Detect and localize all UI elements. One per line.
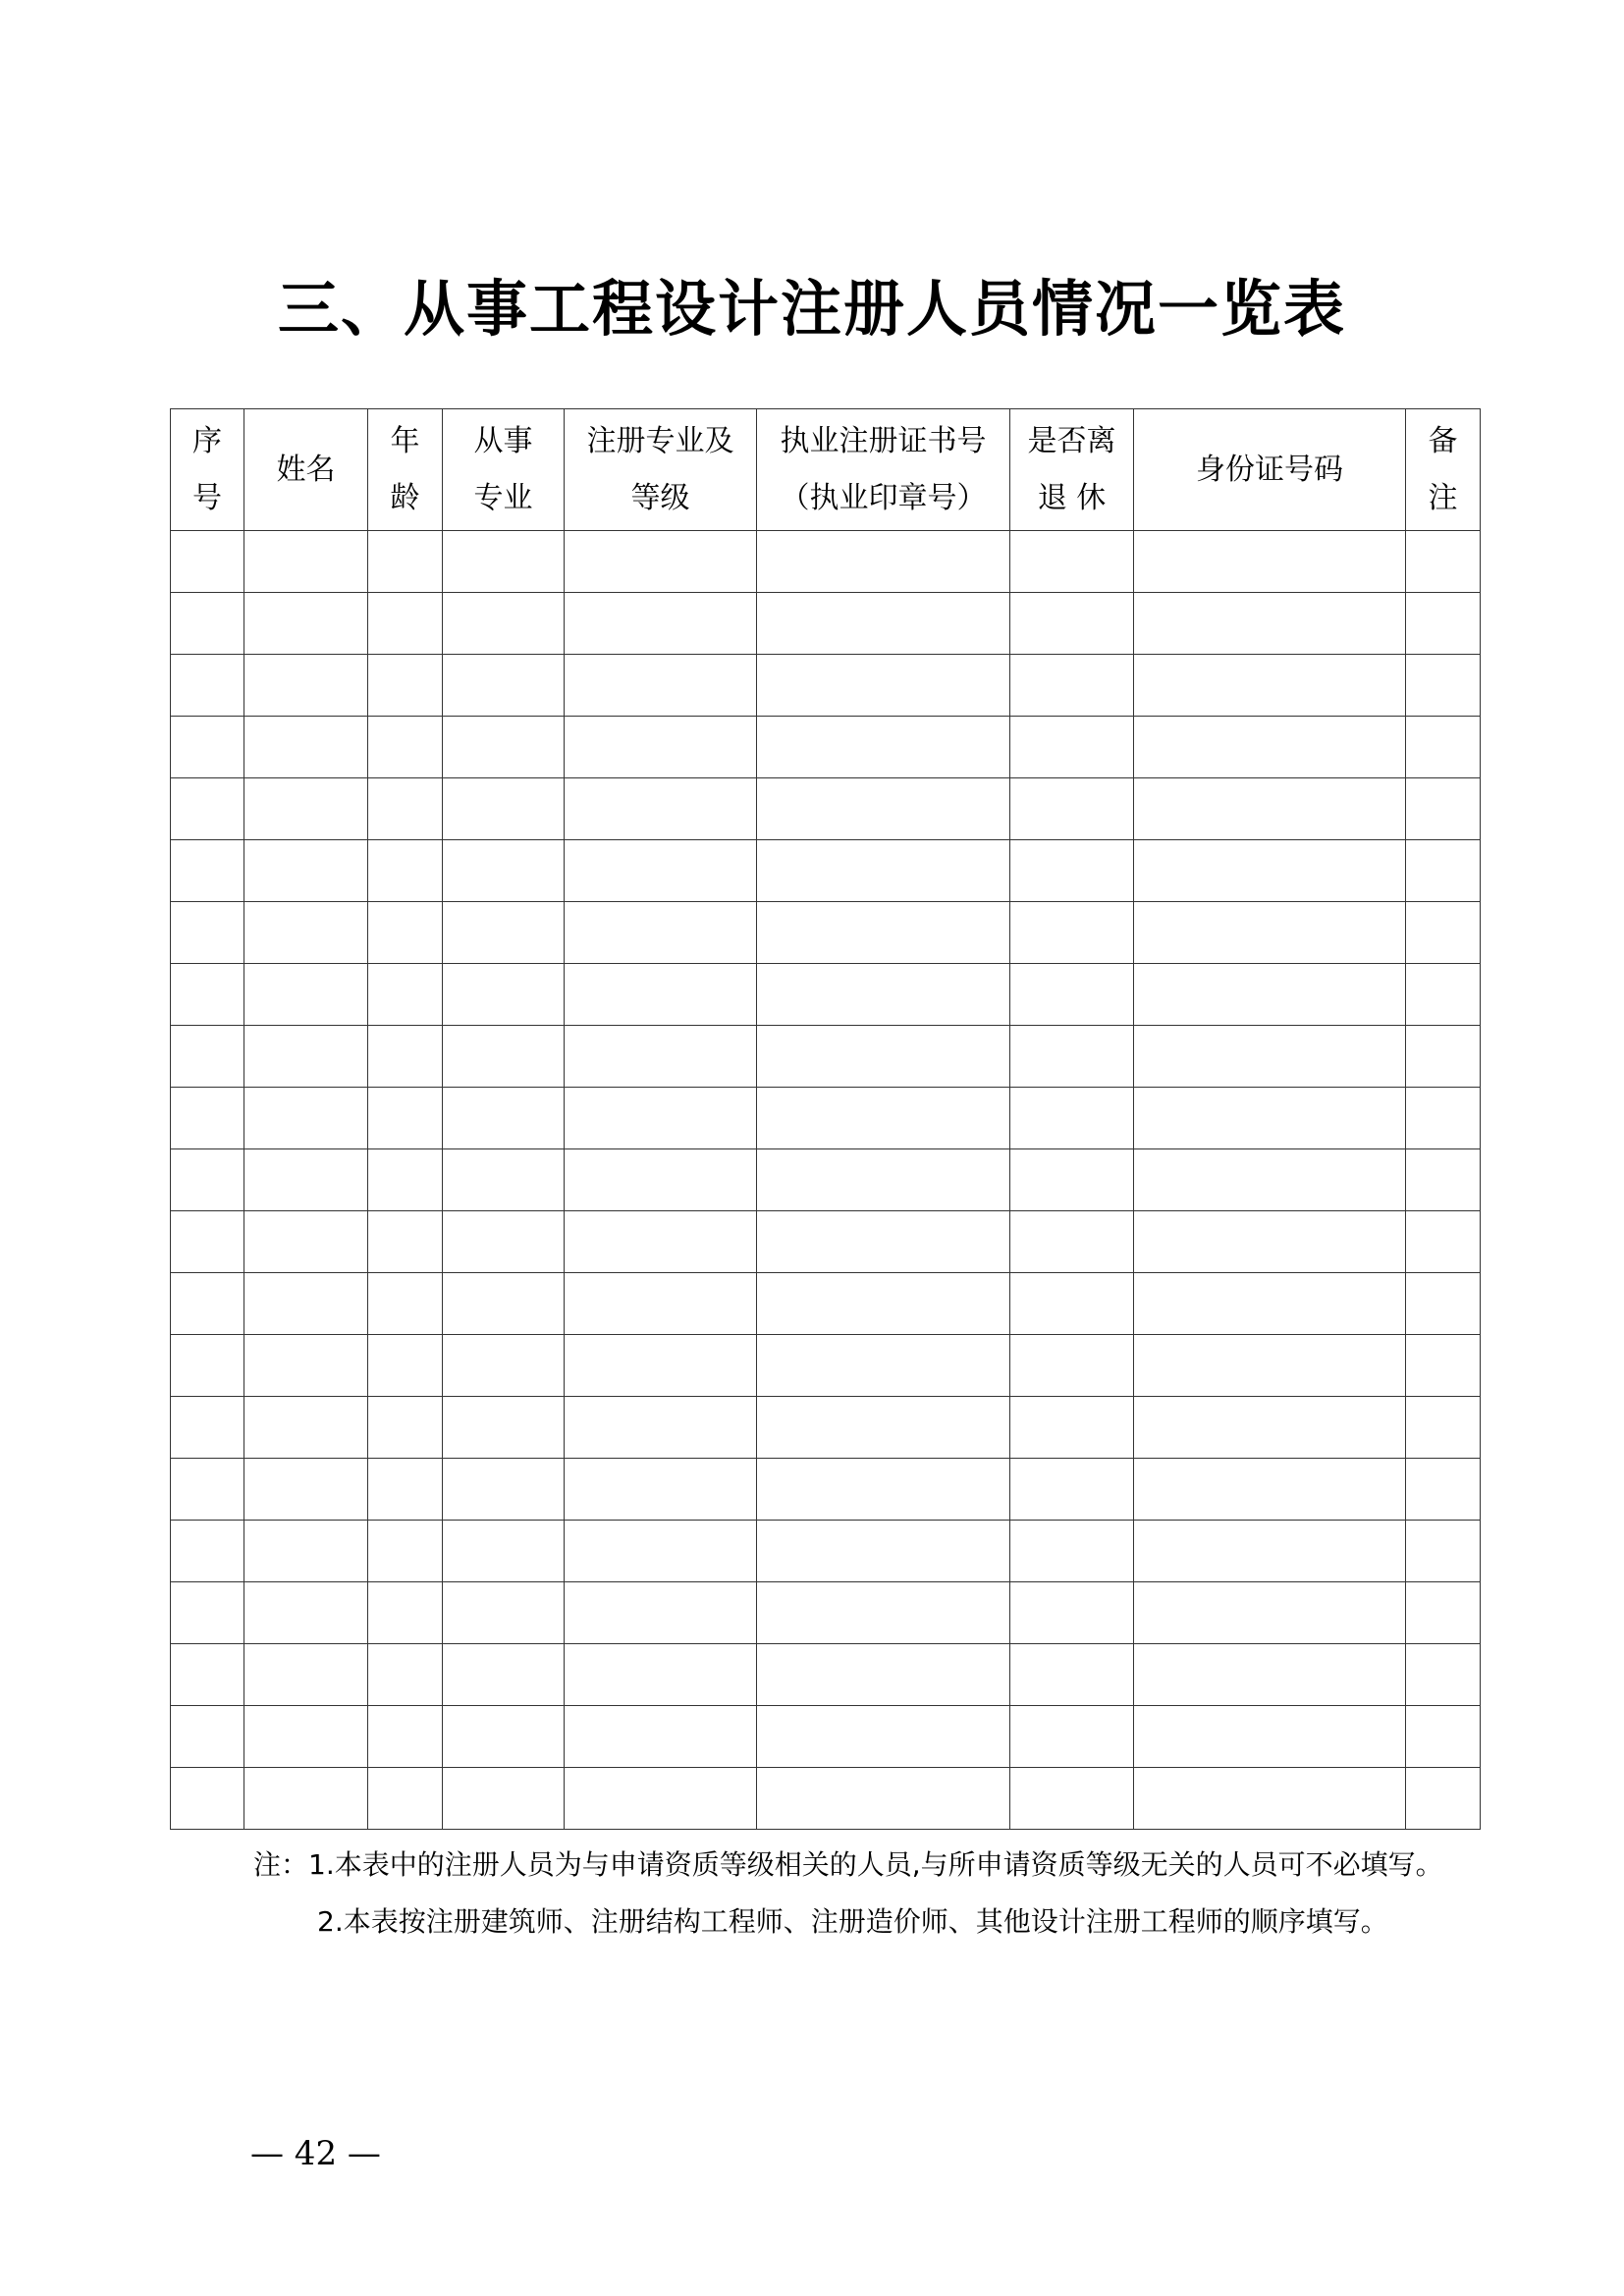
table-cell xyxy=(565,655,757,717)
table-cell xyxy=(1134,531,1406,593)
table-cell xyxy=(368,655,443,717)
table-cell xyxy=(443,1026,565,1088)
table-cell xyxy=(1406,1644,1481,1706)
table-cell xyxy=(443,1397,565,1459)
header-id-number xyxy=(1134,409,1406,531)
table-cell xyxy=(1010,964,1134,1026)
table-cell xyxy=(1010,655,1134,717)
table-cell xyxy=(443,1521,565,1582)
table-cell xyxy=(244,1273,368,1335)
table-cell xyxy=(368,778,443,840)
table-cell xyxy=(1010,778,1134,840)
table-cell xyxy=(1134,1397,1406,1459)
table-cell xyxy=(244,964,368,1026)
table-cell xyxy=(443,1582,565,1644)
table-cell xyxy=(757,778,1010,840)
table-cell xyxy=(1010,1706,1134,1768)
table-cell xyxy=(368,1768,443,1830)
table-cell xyxy=(565,1026,757,1088)
table-cell xyxy=(565,1149,757,1211)
table-cell xyxy=(244,840,368,902)
table-cell xyxy=(565,1582,757,1644)
header-certificate-number xyxy=(757,409,1010,531)
table-cell xyxy=(565,1211,757,1273)
header-remarks xyxy=(1406,409,1481,531)
page-number: — 42 — xyxy=(250,2134,381,2173)
table-cell xyxy=(171,655,244,717)
table-cell xyxy=(244,1211,368,1273)
table-cell xyxy=(244,1459,368,1521)
table-cell xyxy=(565,531,757,593)
table-cell xyxy=(443,840,565,902)
table-cell xyxy=(1134,1335,1406,1397)
table-cell xyxy=(368,1644,443,1706)
table-cell xyxy=(244,655,368,717)
table-cell xyxy=(443,778,565,840)
table-cell xyxy=(171,1335,244,1397)
header-registered-specialty-grade xyxy=(565,409,757,531)
table-row xyxy=(171,1459,1481,1521)
table-cell xyxy=(443,593,565,655)
table-cell xyxy=(565,1644,757,1706)
table-cell xyxy=(1010,1273,1134,1335)
table-cell xyxy=(565,964,757,1026)
table-cell xyxy=(171,531,244,593)
header-line: 龄 xyxy=(390,480,420,515)
table-cell xyxy=(368,1026,443,1088)
header-line: 等级 xyxy=(630,480,690,515)
table-cell xyxy=(443,1088,565,1149)
table-cell xyxy=(1134,840,1406,902)
table-cell xyxy=(244,1026,368,1088)
footnote-1: 注：1.本表中的注册人员为与申请资质等级相关的人员,与所申请资质等级无关的人员可不必填写。 xyxy=(253,1848,1443,1881)
table-cell xyxy=(171,1211,244,1273)
table-cell xyxy=(757,1644,1010,1706)
table-cell xyxy=(171,778,244,840)
table-cell xyxy=(1406,1582,1481,1644)
table-cell xyxy=(1134,1149,1406,1211)
table-row xyxy=(171,655,1481,717)
table-cell xyxy=(757,1273,1010,1335)
table-row xyxy=(171,902,1481,964)
table-row xyxy=(171,840,1481,902)
table-cell xyxy=(1134,1582,1406,1644)
table-cell xyxy=(244,593,368,655)
table-cell xyxy=(757,531,1010,593)
table-cell xyxy=(443,902,565,964)
table-cell xyxy=(565,1706,757,1768)
table-cell xyxy=(443,1706,565,1768)
table-cell xyxy=(368,1459,443,1521)
table-row xyxy=(171,778,1481,840)
header-line: 年 xyxy=(390,423,420,458)
table-cell xyxy=(1406,1521,1481,1582)
table-cell xyxy=(1406,1273,1481,1335)
table-cell xyxy=(1010,1088,1134,1149)
table-cell xyxy=(1406,1211,1481,1273)
table-row xyxy=(171,1644,1481,1706)
table-cell xyxy=(1406,717,1481,778)
table-cell xyxy=(171,1397,244,1459)
table-cell xyxy=(1406,655,1481,717)
table-row xyxy=(171,531,1481,593)
table-cell xyxy=(368,593,443,655)
table-row xyxy=(171,1521,1481,1582)
footnote-2: 2.本表按注册建筑师、注册结构工程师、注册造价师、其他设计注册工程师的顺序填写。 xyxy=(317,1905,1388,1938)
table-cell xyxy=(1134,1026,1406,1088)
table-cell xyxy=(757,1521,1010,1582)
header-line: 从事 xyxy=(473,423,533,458)
table-cell xyxy=(757,1582,1010,1644)
table-cell xyxy=(1010,1397,1134,1459)
table-cell xyxy=(1134,778,1406,840)
header-line: 注 xyxy=(1428,480,1458,515)
table-row xyxy=(171,1706,1481,1768)
header-serial-number xyxy=(171,409,244,531)
table-cell xyxy=(443,717,565,778)
table-cell xyxy=(1134,1706,1406,1768)
table-cell xyxy=(171,1644,244,1706)
table-cell xyxy=(1010,1644,1134,1706)
table-cell xyxy=(757,1088,1010,1149)
table-cell xyxy=(171,840,244,902)
table-row xyxy=(171,1768,1481,1830)
header-line: 是否离 xyxy=(1027,423,1116,458)
table-cell xyxy=(1134,964,1406,1026)
registered-personnel-table xyxy=(170,408,1481,1830)
table-cell xyxy=(443,531,565,593)
table-cell xyxy=(171,717,244,778)
table-cell xyxy=(1134,1273,1406,1335)
table-cell xyxy=(1134,717,1406,778)
table-cell xyxy=(757,655,1010,717)
table-cell xyxy=(565,1273,757,1335)
table-cell xyxy=(1406,1088,1481,1149)
table-row xyxy=(171,1088,1481,1149)
table-cell xyxy=(565,593,757,655)
table-cell xyxy=(171,1706,244,1768)
table-cell xyxy=(443,1644,565,1706)
table-row xyxy=(171,1397,1481,1459)
table-cell xyxy=(1010,840,1134,902)
table-cell xyxy=(171,1273,244,1335)
table-cell xyxy=(171,1459,244,1521)
table-cell xyxy=(368,1088,443,1149)
table-cell xyxy=(757,593,1010,655)
table-cell xyxy=(757,1397,1010,1459)
table-cell xyxy=(244,1644,368,1706)
table-cell xyxy=(1134,902,1406,964)
table-cell xyxy=(565,902,757,964)
table-cell xyxy=(1406,1335,1481,1397)
header-line: （执业印章号） xyxy=(780,480,987,515)
table-cell xyxy=(1406,1706,1481,1768)
table-cell xyxy=(443,1211,565,1273)
header-line: 备 xyxy=(1428,423,1458,458)
table-cell xyxy=(368,1521,443,1582)
table-cell xyxy=(565,1088,757,1149)
table-cell xyxy=(1134,1644,1406,1706)
header-line: 注册专业及 xyxy=(586,423,734,458)
table-cell xyxy=(1010,1521,1134,1582)
table-cell xyxy=(1134,1521,1406,1582)
header-line: 姓名 xyxy=(276,452,336,487)
table-cell xyxy=(244,1149,368,1211)
header-age xyxy=(368,409,443,531)
table-cell xyxy=(368,902,443,964)
table-cell xyxy=(565,717,757,778)
table-cell xyxy=(757,840,1010,902)
table-cell xyxy=(1134,1211,1406,1273)
table-cell xyxy=(244,778,368,840)
table-body xyxy=(171,531,1481,1830)
table-cell xyxy=(1406,1149,1481,1211)
table-row xyxy=(171,593,1481,655)
table-cell xyxy=(1406,593,1481,655)
table-cell xyxy=(368,1397,443,1459)
table-cell xyxy=(565,1459,757,1521)
table-cell xyxy=(1010,531,1134,593)
table-cell xyxy=(1010,1459,1134,1521)
table-cell xyxy=(244,1088,368,1149)
table-cell xyxy=(368,531,443,593)
table-cell xyxy=(171,902,244,964)
table-cell xyxy=(757,902,1010,964)
table-cell xyxy=(368,964,443,1026)
table-cell xyxy=(757,717,1010,778)
table-cell xyxy=(368,840,443,902)
table-cell xyxy=(565,1768,757,1830)
table-cell xyxy=(443,964,565,1026)
table-cell xyxy=(244,1768,368,1830)
document-title: 三、从事工程设计注册人员情况一览表 xyxy=(277,273,1346,345)
table-cell xyxy=(1134,655,1406,717)
table-cell xyxy=(443,1335,565,1397)
table-cell xyxy=(1406,778,1481,840)
table-cell xyxy=(1406,840,1481,902)
table-cell xyxy=(244,531,368,593)
table-row xyxy=(171,1273,1481,1335)
table-row xyxy=(171,1211,1481,1273)
table-header-row xyxy=(171,409,1481,531)
table-cell xyxy=(1010,1149,1134,1211)
header-line: 退 休 xyxy=(1037,480,1107,515)
table-cell xyxy=(443,1768,565,1830)
table-cell xyxy=(1406,964,1481,1026)
table-cell xyxy=(368,1273,443,1335)
table-cell xyxy=(757,1026,1010,1088)
table-cell xyxy=(757,1149,1010,1211)
table-cell xyxy=(171,1149,244,1211)
header-name xyxy=(244,409,368,531)
table-row xyxy=(171,1335,1481,1397)
table-cell xyxy=(757,1335,1010,1397)
table-row xyxy=(171,717,1481,778)
table-cell xyxy=(171,1582,244,1644)
table-cell xyxy=(1406,1397,1481,1459)
table-cell xyxy=(443,1273,565,1335)
table-cell xyxy=(171,964,244,1026)
table-cell xyxy=(1010,717,1134,778)
table-cell xyxy=(1406,531,1481,593)
table-cell xyxy=(443,1459,565,1521)
table-cell xyxy=(171,593,244,655)
table-cell xyxy=(443,655,565,717)
table-cell xyxy=(368,1706,443,1768)
table-cell xyxy=(368,1582,443,1644)
table-cell xyxy=(757,1211,1010,1273)
table-cell xyxy=(171,1088,244,1149)
table-cell xyxy=(757,1459,1010,1521)
table-cell xyxy=(1134,593,1406,655)
table-cell xyxy=(368,1335,443,1397)
header-retired xyxy=(1010,409,1134,531)
table-cell xyxy=(1010,593,1134,655)
table-cell xyxy=(565,840,757,902)
table-cell xyxy=(1134,1088,1406,1149)
table-cell xyxy=(244,717,368,778)
table-cell xyxy=(1406,1768,1481,1830)
table-cell xyxy=(1010,902,1134,964)
table-cell xyxy=(368,1149,443,1211)
header-line: 专业 xyxy=(473,480,533,515)
table-cell xyxy=(1134,1768,1406,1830)
header-line: 执业注册证书号 xyxy=(780,423,987,458)
table-cell xyxy=(757,1768,1010,1830)
table-cell xyxy=(244,1521,368,1582)
table-cell xyxy=(565,1521,757,1582)
table-row xyxy=(171,1582,1481,1644)
table-cell xyxy=(1406,1026,1481,1088)
table-cell xyxy=(244,1397,368,1459)
header-line: 身份证号码 xyxy=(1196,452,1343,487)
table-cell xyxy=(565,1335,757,1397)
table-cell xyxy=(171,1521,244,1582)
header-specialty xyxy=(443,409,565,531)
header-line: 号 xyxy=(192,480,222,515)
table-cell xyxy=(171,1768,244,1830)
table-row xyxy=(171,1149,1481,1211)
table-row xyxy=(171,1026,1481,1088)
table-cell xyxy=(1010,1768,1134,1830)
table-cell xyxy=(1406,1459,1481,1521)
table-cell xyxy=(368,1211,443,1273)
table-cell xyxy=(757,1706,1010,1768)
header-line: 序 xyxy=(192,423,222,458)
table-cell xyxy=(1010,1582,1134,1644)
table-cell xyxy=(1010,1335,1134,1397)
table-cell xyxy=(244,1582,368,1644)
table-cell xyxy=(757,964,1010,1026)
table-cell xyxy=(565,778,757,840)
table-cell xyxy=(1010,1026,1134,1088)
table-cell xyxy=(1406,902,1481,964)
table-cell xyxy=(244,1335,368,1397)
table-cell xyxy=(565,1397,757,1459)
table-cell xyxy=(171,1026,244,1088)
table-cell xyxy=(1134,1459,1406,1521)
table-cell xyxy=(244,902,368,964)
table-row xyxy=(171,964,1481,1026)
table-cell xyxy=(244,1706,368,1768)
table-cell xyxy=(443,1149,565,1211)
table-cell xyxy=(1010,1211,1134,1273)
table-cell xyxy=(368,717,443,778)
